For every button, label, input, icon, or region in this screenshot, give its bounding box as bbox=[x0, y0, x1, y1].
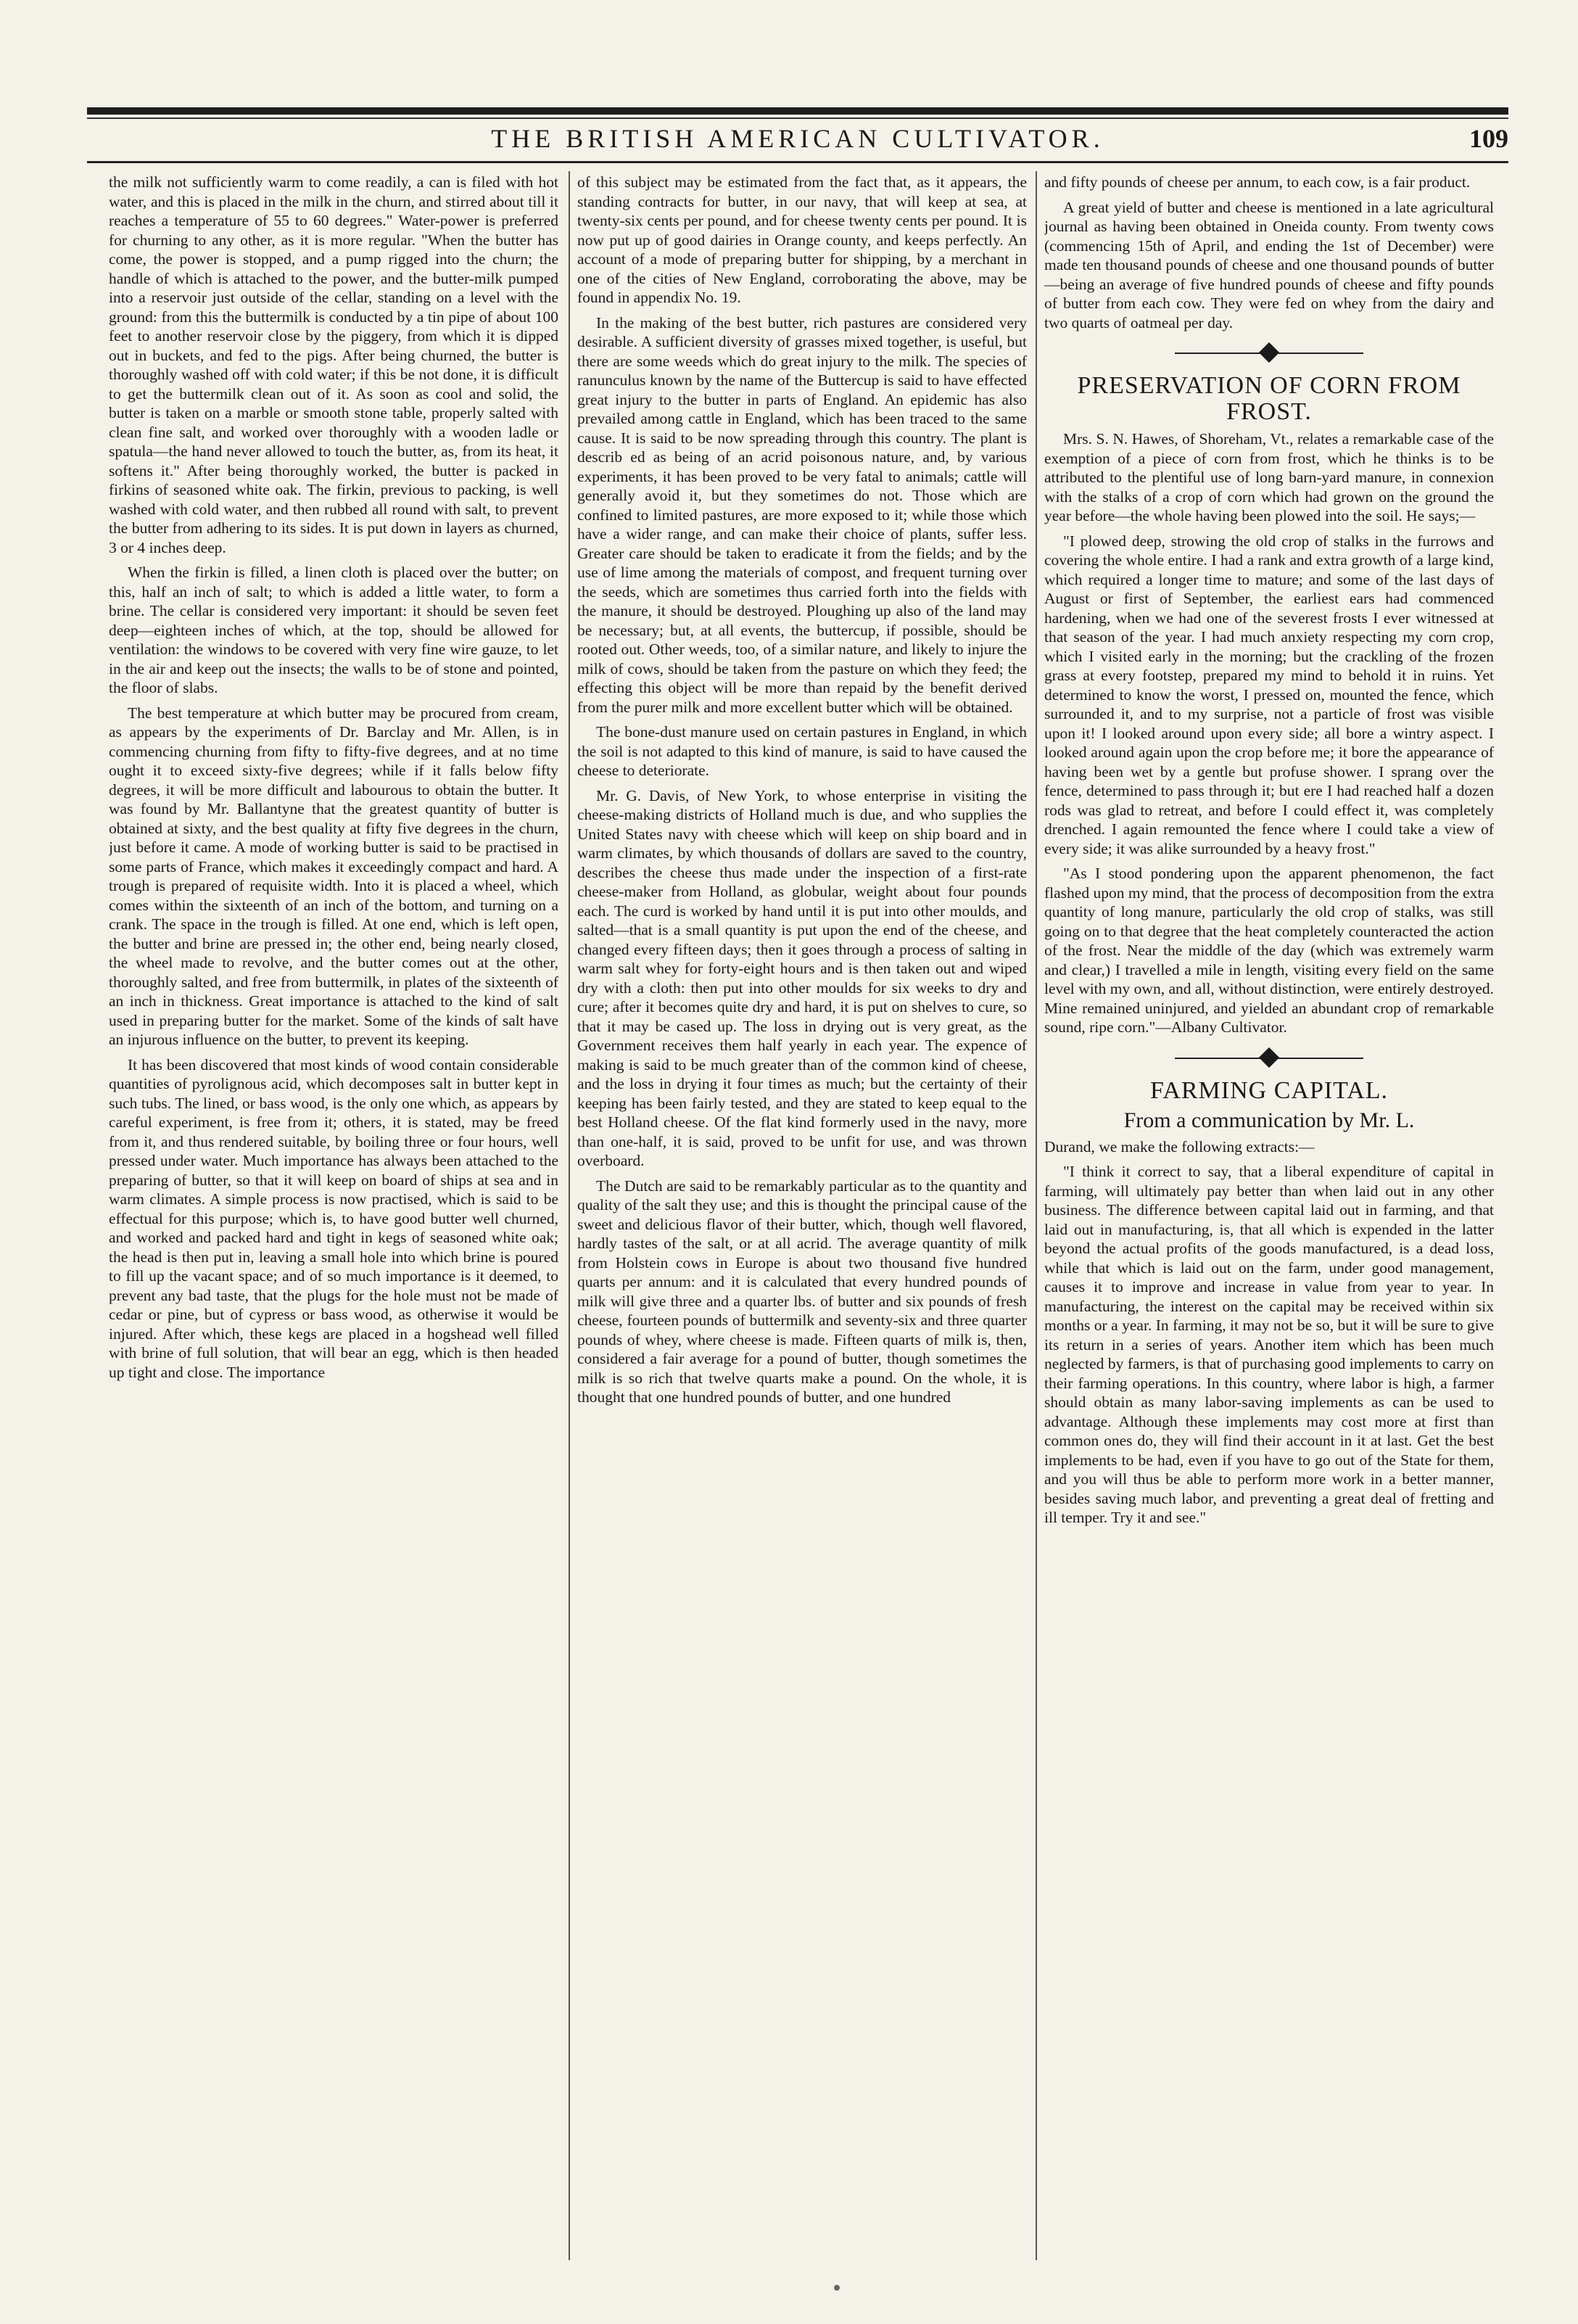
paragraph: In the making of the best butter, rich pastures are considered very desirable. A sufficient diversity of grasses mixed together, is useful, but there are some weeds which do great injury to the milk. The species of ranunculus known by the name of the Buttercup is said to have effected great injury to the butter in parts of England. An epidemic has also prevailed among cattle in England, which has been traced to the same cause. It is said to be now spreading through this country. The plant is describ ed as being of an acrid poisonous nature, and, by various experiments, it has been proved to be very fatal to animals; cattle will generally avoid it, but they sometimes do not. Those which are confined to limited pastures, are more exposed to it; while those which have a wider range, and can make their choice of plants, suffer less. Greater care should be taken to eradicate it from the fields; and by the use of lime among the materials of compost, and frequent turning over the seeds, which are sometimes thus carried forth into the fields with the manure, it should be destroyed. Ploughing up also of the land may be necessary; but, at all events, the buttercup, if possible, should be rooted out. Other weeds, too, of a similar nature, and likely to injure the milk of cows, should be taken from the pasture on which they feed; the effecting this object will be more than repaid by the benefit derived from the purer milk and more excellent butter which will be obtained. bbox=[577, 313, 1027, 716]
top-border-rule bbox=[87, 107, 1508, 115]
column-3 bbox=[1044, 173, 1494, 2262]
paragraph: Mrs. S. N. Hawes, of Shoreham, Vt., relates a remarkable case of the exemption of a piece of corn from frost, which he thinks is to be attributed to the plentiful use of long barn-yard manure, in connexion with the stalks of a crop of corn which had grown on the ground the year before—the whole having been plowed into the soil. He says;— bbox=[1044, 430, 1494, 524]
header-rule bbox=[87, 161, 1508, 163]
paragraph: The best temperature at which butter may be procured from cream, as appears by the experiments of Dr. Barclay and Mr. Allen, is in commencing churning from fifty to fifty-five degrees, and at no time ought it to exceed sixty-five degrees; while if it falls below fifty degrees, it will be more difficult and labourous to obtain the butter. It was found by Mr. Ballantyne that the greatest quantity of butter is obtained at sixty, and the best quality at fifty five degrees in the churn, just before it came. A mode of working butter is said to be practised in some parts of France, which makes it exceedingly compact and hard. A trough is prepared of requisite width. Into it is placed a wheel, which comes within the sixteenth of an inch of the bottom, and turning on a crank. The space in the trough is filled. At one end, which is left open, the butter and brine are pressed in; the other end, being nearly closed, the wheel made to revolve, and the butter comes out at the other, thoroughly salted, and free from buttermilk, in plates of the sixteenth of an inch in thickness. Great importance is attached to the kind of salt used in preparing butter for the market. Some of the kinds of salt have an injurous influence on the butter, to prevent its keeping. bbox=[109, 704, 558, 1048]
article-byline: From a communication by Mr. L. bbox=[1123, 1108, 1415, 1132]
paragraph: When the firkin is filled, a linen cloth is placed over the butter; on this, half an inch of salt; to which is added a little water, to form a brine. The cellar is considered very important: it should be seven feet deep—eighteen inches of which, at the top, should be allowed for ventilation: the windows to be covered with very fine wire gauze, to let in the air and keep out the insects; the walls to be of stone and pointed, the floor of slabs. bbox=[109, 564, 558, 696]
paragraph: "I plowed deep, strowing the old crop of stalks in the furrows and covering the whole entire. I had a rank and extra growth of a large kind, which required a longer time to mature; and some of the last days of August or first of September, the earliest ears had commenced hardening, when we had one of the severest frosts I ever witnessed at that season of the year. I had much anxiety respecting my corn crop, which I visited early in the morning; but the crackling of the frozen grass at every footstep, prepared my mind to behold it in ruins. Yet determined to know the worst, I pressed on, mounted the fence, which surrounded it, and to my surprise, not a particle of frost was visible upon it! I looked around upon every side; all bore a wintry aspect. I looked around again upon the crop before me; it bore the appearance of having been wet by a gentle but profuse shower. I sprang over the fence, determined to pass through it; but ere I had reached half a dozen rods was glad to retreat, and before I could effect it, was completely drenched. I again remounted the fence where I could take a view of every side; it was alike surrounded by a heavy frost." bbox=[1044, 532, 1494, 857]
paragraph: "I think it correct to say, that a liberal expenditure of capital in farming, will ultimately pay better than when laid out in any other business. The difference between capital laid out in farming, and that laid out in manufacturing, is, that all which is expended in the latter beyond the actual profits of the goods manufactured, is a dead loss, while that which is laid out on the farm, under good management, causes it to improve and increase in value from year to year. In manufacturing, the interest on the capital may be received within six months or a year. In farming, it may not be so, but it will be sure to give its return in a series of years. Another item which has been much neglected by farmers, is that of purchasing good implements to carry on their farming operations. In this country, where labor is high, a farmer should obtain as many labor-saving implements as can be used to advantage. Although these implements may cost more at first than common ones do, they will find their account in it at last. Get the best implements to be had, even if you have to go out of the State for them, and you will thus be able to perform more work in a better manner, besides saving much labor, and preventing a great deal of fretting and ill temper. Try it and see." bbox=[1044, 1163, 1494, 1526]
page-dot-mark bbox=[834, 2285, 840, 2291]
paragraph: Durand, we make the following extracts:— bbox=[1044, 1137, 1315, 1155]
running-title: THE BRITISH AMERICAN CULTIVATOR. bbox=[491, 124, 1104, 153]
paragraph: "As I stood pondering upon the apparent phenomenon, the fact flashed upon my mind, that the process of decomposition from the extra quantity of long manure, particularly the old crop of stalks, was still going on to that degree that the heat completely counteracted the action of the frost. Near the middle of the day (which was extremely warm and clear,) I travelled a mile in length, visiting every field on the same level with my own, and all, without distinction, were entirely destroyed. Mine remained uninjured, and yielded an abundant crop of remarkable sound, ripe corn."—Albany Cultivator. bbox=[1044, 865, 1494, 1036]
paragraph: the milk not sufficiently warm to come readily, a can is filed with hot water, and this is placed in the milk in the churn, and stirred about till it reaches a temperature of 55 to 60 degrees." Water-power is preferred for churning to any other, as it is more regular. "When the butter has come, the power is stopped, and a pump rigged into the churn; the handle of which is attached to the power, and the butter-milk pumped into a reservoir just outside of the cellar, standing on a level with the ground: from this the buttermilk is conducted by a tin pipe of about 100 feet to another reservoir close by the piggery, from which it is dipped out in buckets, and fed to the pigs. After being churned, the butter is thoroughly washed off with cold water; if this be not done, it is difficult to get the buttermilk clean out of it. As soon as cool and solid, the butter is taken on a marble or smooth stone table, properly salted with clean fine salt, and worked over thoroughly with a wooden ladle or spatula—the hand never allowed to touch the butter, as, from its heat, it softens it." After being thoroughly worked, the butter is packed in firkins of seasoned white oak. The firkin, previous to packing, is well washed with cold water, and then rubbed all round with salt, to prevent the butter from adhering to its sides. It is put down in layers as churned, 3 or 4 inches deep. bbox=[109, 173, 558, 556]
column-2 bbox=[577, 173, 1027, 2262]
paragraph: and fifty pounds of cheese per annum, to each cow, is a fair product. bbox=[1044, 173, 1471, 191]
article-headline: FARMING CAPITAL. bbox=[1149, 1076, 1389, 1104]
paragraph: The bone-dust manure used on certain pastures in England, in which the soil is not adapted to this kind of manure, is said to have caused the cheese to deteriorate. bbox=[577, 723, 1027, 779]
diamond-icon bbox=[1259, 1047, 1279, 1067]
column-divider-1 bbox=[569, 171, 570, 2260]
top-border-rule-thin bbox=[87, 118, 1508, 119]
paragraph: It has been discovered that most kinds of wood contain considerable quantities of pyrolignous acid, which decomposes salt in butter kept in such tubs. The lined, or bass wood, is the only one which, as appears by careful experiment, is free from it; others, it is stated, may be freed from it, and thus rendered suitable, by boiling three or four hours, well pressed under water. Much importance has always been attached to the preparing of butter, so that it will keep on board of ships at sea and in warm climates. A simple process is now practised, which is said to be effectual for this purpose; which is, to have good butter well churned, and worked and packed hard and tight in kegs of seasoned white oak; the head is then put in, leaving a small hole into which brine is poured to fill up the vacant space; and of so much importance is it deemed, to prevent any bad taste, that the plugs for the hole must not be made of cedar or pine, but of cypress or bass wood, as otherwise it would be injured. After which, these kegs are placed in a hogshead well filled with brine of full solution, that will bear an egg, which is then headed up tight and close. The importance bbox=[109, 1055, 558, 1381]
page-number: 109 bbox=[1469, 124, 1508, 153]
section-ornament bbox=[1044, 342, 1494, 364]
diamond-icon bbox=[1259, 342, 1279, 363]
paragraph: of this subject may be estimated from the fact that, as it appears, the standing contracts for butter, in our navy, that will keep at sea, at twenty-six cents per pound, and for cheese twenty cents per pound. It is now put up of good dairies in Orange county, and keeps perfectly. An account of a mode of preparing butter for shipping, by a merchant in one of the cities of New England, corroborating the above, may be found in appendix No. 19. bbox=[577, 173, 1027, 306]
paragraph: A great yield of butter and cheese is mentioned in a late agricultural journal as having been obtained in Oneida county. From twenty cows (commencing 15th of April, and ending the 1st of December) were made ten thousand pounds of cheese and one thousand pounds of butter—being an average of five hundred pounds of cheese and fifty pounds of butter from each cow. They were fed on whey from the dairy and two quarts of oatmeal per day. bbox=[1044, 198, 1494, 331]
article-headline: PRESERVATION OF CORN FROM FROST. bbox=[1077, 372, 1461, 425]
column-1 bbox=[109, 173, 558, 2262]
section-ornament bbox=[1044, 1047, 1494, 1069]
paragraph: The Dutch are said to be remarkably particular as to the quantity and quality of the salt they use; and this is thought the principal cause of the sweet and delicious flavor of their butter, which, though well flavored, hardly tastes of the salt, or at all acrid. The average quantity of milk from Holstein cows in Europe is about two thousand five hundred quarts per annum: and it is calculated that every hundred pounds of milk will give three and a quarter lbs. of butter and six pounds of fresh cheese, fourteen pounds of buttermilk and seventy-six and three quarter pounds of whey, where cheese is made. Fifteen quarts of milk is, then, considered a fair average for a pound of butter, though sometimes the milk is so rich that twelve quarts make a pound. On the whole, it is thought that one hundred pounds of butter, and one hundred bbox=[577, 1177, 1027, 1406]
column-divider-2 bbox=[1036, 171, 1037, 2260]
paragraph: Mr. G. Davis, of New York, to whose enterprise in visiting the cheese-making districts of Holland much is due, and who supplies the United States navy with cheese which will keep on ship board and in warm climates, by which thousands of dollars are saved to the country, describes the cheese thus made under the inspection of a first-rate cheese-maker from Holland, as globular, weight about four pounds each. The curd is worked by hand until it is put into other moulds, and salted—that is a small quantity is put upon the end of the cheese, and changed every fifteen days; then it goes through a process of salting in warm salt whey for forty-eight hours and is then taken out and wiped dry with a cloth: then put into other moulds for six weeks to dry and cure; after it becomes quite dry and hard, it is put on shelves to cure, so that it may be cased up. The loss in drying out is very great, as the Government receives them half yearly in each year. The expence of making is said to be much greater than of the common kind of cheese, and the loss in drying it four times as much; but the certainty of their keeping has been fairly tested, and they are stated to keep equal to the best Holland cheese. Of the flat kind formerly used in the navy, more than one-half, it is said, proved to be unfit for use, and was thrown overboard. bbox=[577, 786, 1027, 1169]
running-head bbox=[87, 123, 1508, 158]
